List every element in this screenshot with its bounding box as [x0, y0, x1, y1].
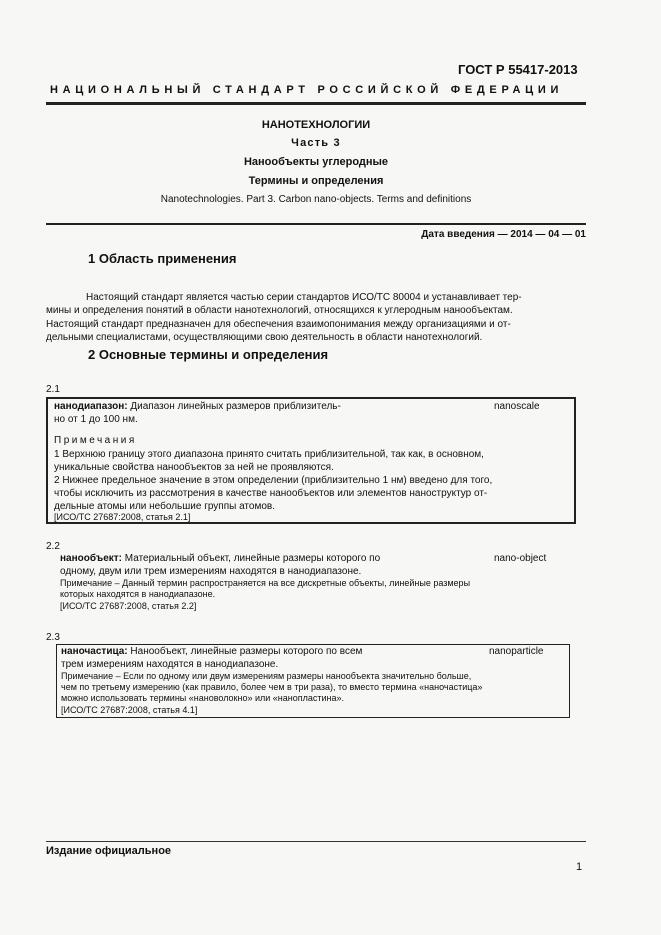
term-name: нанообъект: — [60, 553, 122, 564]
english-term: nanoscale — [494, 401, 540, 412]
definition-line — [61, 646, 362, 657]
paragraph-line: мины и определения понятий в области нанотехнологий, относящихся к углеродным нанообъектам. — [46, 305, 513, 317]
paragraph-line: Настоящий стандарт предназначен для обеспечения взаимопонимания между организациями и от- — [46, 318, 511, 330]
definition-line: одному, двум или трем измерениям находятся в нанодиапазоне. — [60, 566, 362, 577]
note-line: 1 Верхнюю границу этого диапазона принято считать приблизительной, так как, в основном, — [54, 449, 484, 460]
paragraph-line: Настоящий стандарт является частью серии стандартов ИСО/ТС 80004 и устанавливает тер- — [86, 292, 522, 303]
note-line: чтобы исключить из рассмотрения в качестве нанообъектов или элементов наноструктур от- — [54, 488, 488, 499]
definition-line: но от 1 до 100 нм. — [54, 414, 138, 425]
term-entry-nanoscale — [46, 397, 576, 524]
note-line: дельные атомы или небольшие группы атомов. — [54, 501, 275, 512]
paragraph-line: дельными специалистами, осуществляющими свою деятельность в области нанотехнологий. — [46, 331, 483, 343]
title-part: Часть 3 — [291, 137, 341, 149]
definition-text: Нанообъект, линейные размеры которого по всем — [127, 646, 363, 657]
note-line: Примечание – Данный термин распространяется на все дискретные объекты, линейные размеры — [60, 578, 471, 588]
note-line: Примечание – Если по одному или двум измерениям размеры нанообъекта значительно больше, — [61, 671, 472, 681]
source-reference: [ИСО/ТС 27687:2008, статья 4.1] — [61, 705, 198, 715]
term-name: наночастица: — [61, 646, 128, 657]
source-reference: [ИСО/ТС 27687:2008, статья 2.2] — [60, 601, 197, 611]
section-1-heading: 1 Область применения — [88, 251, 237, 266]
entry-number: 2.3 — [46, 632, 60, 643]
page-number: 1 — [576, 861, 583, 873]
title-subject: Нанообъекты углеродные — [243, 156, 389, 168]
title-rule — [46, 223, 586, 225]
note-line: 2 Нижнее предельное значение в этом определении (приблизительно 1 нм) введено для того, — [54, 475, 493, 486]
section-2-heading: 2 Основные термины и определения — [88, 347, 329, 362]
definition-line — [60, 553, 380, 564]
header-rule — [46, 102, 586, 105]
definition-text: Материальный объект, линейные размеры которого по — [122, 553, 381, 564]
notes-label: Примечания — [54, 435, 137, 446]
title-english: Nanotechnologies. Part 3. Carbon nano-objects. Terms and definitions — [160, 194, 472, 205]
definition-text: Диапазон линейных размеров приблизитель- — [127, 401, 341, 412]
note-line: чем по третьему измерению (как правило, более чем в три раза), то вместо термина «наночастица» — [61, 682, 483, 692]
national-standard-banner: НАЦИОНАЛЬНЫЙ СТАНДАРТ РОССИЙСКОЙ ФЕДЕРАЦИИ — [50, 84, 564, 96]
english-term: nanoparticle — [489, 646, 544, 657]
title-main: НАНОТЕХНОЛОГИИ — [261, 119, 371, 131]
definition-line: трем измерениям находятся в нанодиапазоне. — [61, 659, 279, 670]
introduction-date: Дата введения — 2014 — 04 — 01 — [421, 229, 586, 240]
entry-number: 2.1 — [46, 384, 60, 395]
section-1-paragraph — [46, 291, 586, 344]
term-entry-nanoparticle — [56, 644, 570, 718]
source-reference: [ИСО/ТС 27687:2008, статья 2.1] — [54, 512, 191, 522]
term-name: нанодиапазон: — [54, 401, 128, 412]
english-term: nano-object — [494, 553, 547, 564]
official-edition-label: Издание официальное — [46, 845, 172, 857]
standard-code: ГОСТ Р 55417-2013 — [458, 62, 578, 77]
term-entry-nano-object — [46, 553, 576, 615]
entry-number: 2.2 — [46, 541, 60, 552]
definition-line — [54, 401, 341, 412]
note-line: которых находятся в нанодиапазоне. — [60, 589, 216, 599]
note-line: уникальные свойства нанообъектов за ней не проявляются. — [54, 462, 334, 473]
note-line: можно использовать термины «нановолокно» или «нанопластина». — [61, 693, 344, 703]
title-kind: Термины и определения — [248, 175, 384, 187]
footer-rule — [46, 841, 586, 842]
